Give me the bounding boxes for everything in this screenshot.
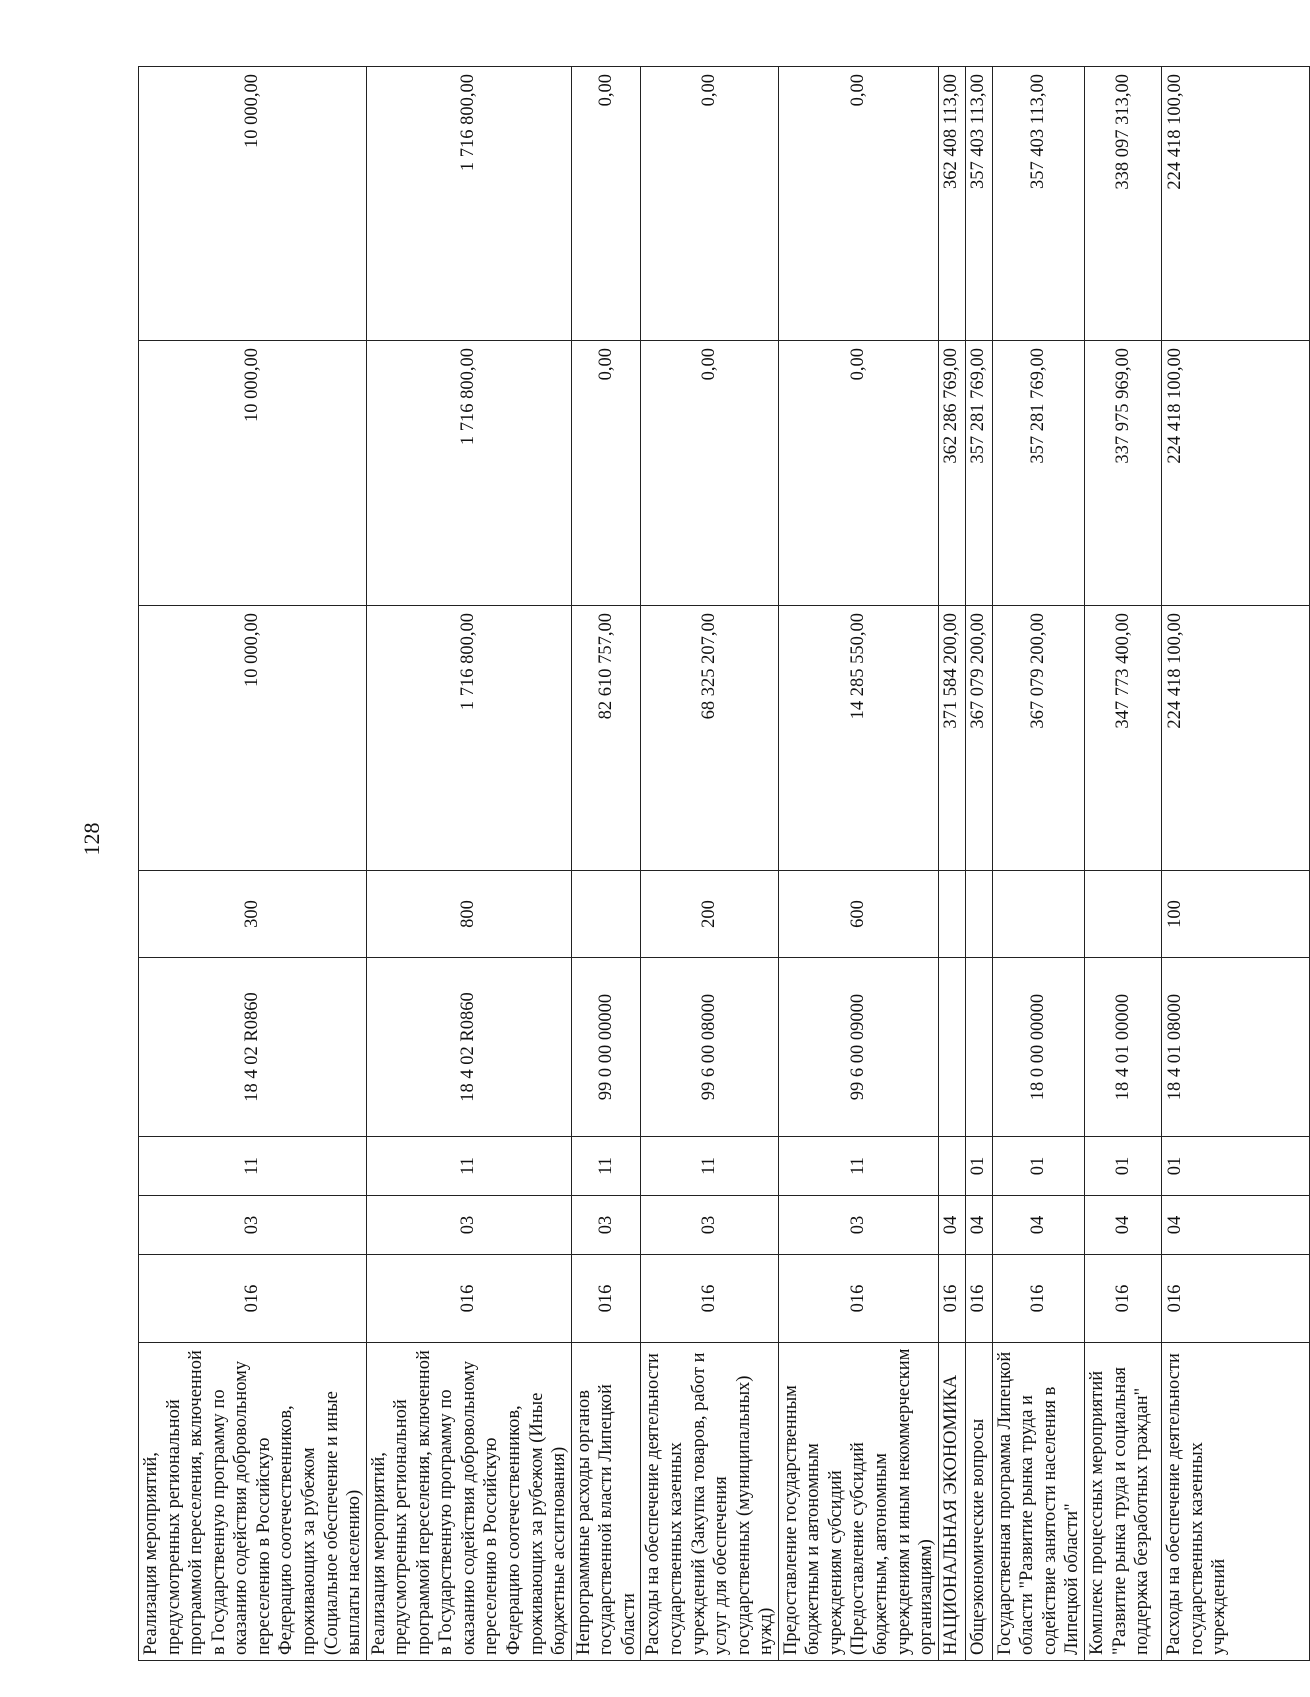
amount-year1-cell: 10 000,00	[139, 606, 367, 871]
table-row	[992, 67, 1084, 1661]
amount-year2-cell: 357 281 769,00	[992, 341, 1084, 606]
table-row	[366, 67, 571, 1661]
desc-cell: Непрограммные расходы органов государственной власти Липецкой области	[571, 1343, 641, 1661]
amount-year1-cell: 347 773 400,00	[1084, 606, 1161, 871]
subsection-cell: 11	[571, 1137, 641, 1196]
amount-year2-cell: 357 281 769,00	[965, 341, 992, 606]
amount-year1-cell: 82 610 757,00	[571, 606, 641, 871]
subsection-cell: 11	[139, 1137, 367, 1196]
table-row	[139, 67, 367, 1661]
target-article-cell: 99 6 00 09000	[778, 958, 938, 1137]
section-cell: 04	[1161, 1196, 1309, 1255]
target-article-cell	[938, 958, 965, 1137]
desc-cell: НАЦИОНАЛЬНАЯ ЭКОНОМИКА	[938, 1343, 965, 1661]
amount-year3-cell: 357 403 113,00	[965, 67, 992, 341]
subsection-cell: 01	[992, 1137, 1084, 1196]
amount-year3-cell: 0,00	[571, 67, 641, 341]
target-article-cell: 18 0 00 00000	[992, 958, 1084, 1137]
expense-type-cell	[938, 871, 965, 958]
section-cell: 04	[992, 1196, 1084, 1255]
section-cell: 03	[778, 1196, 938, 1255]
expense-type-cell: 100	[1161, 871, 1309, 958]
code-cell: 016	[641, 1255, 778, 1343]
expense-type-cell: 300	[139, 871, 367, 958]
amount-year3-cell: 224 418 100,00	[1161, 67, 1309, 341]
desc-cell: Расходы на обеспечение деятельности государственных казенных учреждений (Закупка товаров, работ и услуг для обеспечения государственных (муниципальных) нужд)	[641, 1343, 778, 1661]
subsection-cell	[938, 1137, 965, 1196]
expense-type-cell	[571, 871, 641, 958]
table-row	[1161, 67, 1309, 1661]
amount-year2-cell: 0,00	[778, 341, 938, 606]
amount-year2-cell: 0,00	[571, 341, 641, 606]
desc-cell: Реализация мероприятий, предусмотренных региональной программой переселения, включенной в Государственную программу по оказанию содействия добровольному переселению в Российскую Федерацию соотечественников, проживающих за рубежом (Социальное обеспечение и иные выплаты населению)	[139, 1343, 367, 1661]
section-cell: 03	[571, 1196, 641, 1255]
section-cell: 04	[938, 1196, 965, 1255]
amount-year1-cell: 68 325 207,00	[641, 606, 778, 871]
amount-year3-cell: 362 408 113,00	[938, 67, 965, 341]
amount-year2-cell: 1 716 800,00	[366, 341, 571, 606]
desc-cell: Общеэкономические вопросы	[965, 1343, 992, 1661]
target-article-cell	[965, 958, 992, 1137]
target-article-cell: 18 4 01 00000	[1084, 958, 1161, 1137]
amount-year3-cell: 10 000,00	[139, 67, 367, 341]
amount-year1-cell: 371 584 200,00	[938, 606, 965, 871]
section-cell: 03	[366, 1196, 571, 1255]
amount-year2-cell: 0,00	[641, 341, 778, 606]
amount-year2-cell: 224 418 100,00	[1161, 341, 1309, 606]
amount-year3-cell: 1 716 800,00	[366, 67, 571, 341]
section-cell: 04	[965, 1196, 992, 1255]
code-cell: 016	[992, 1255, 1084, 1343]
desc-cell: Предоставление государственным бюджетным и автономным учреждениям субсидий (Предоставление субсидий бюджетным, автономным учреждениям и иным некоммерческим организациям)	[778, 1343, 938, 1661]
desc-cell: Государственная программа Липецкой области "Развитие рынка труда и содействие занятости населения в Липецкой области"	[992, 1343, 1084, 1661]
amount-year1-cell: 367 079 200,00	[992, 606, 1084, 871]
page-number: 128	[79, 822, 104, 856]
subsection-cell: 01	[1084, 1137, 1161, 1196]
subsection-cell: 11	[366, 1137, 571, 1196]
code-cell: 016	[139, 1255, 367, 1343]
code-cell: 016	[938, 1255, 965, 1343]
section-cell: 03	[139, 1196, 367, 1255]
desc-cell: Комплекс процессных мероприятий "Развитие рынка труда и социальная поддержка безработных граждан"	[1084, 1343, 1161, 1661]
table-row	[1084, 67, 1161, 1661]
amount-year2-cell: 10 000,00	[139, 341, 367, 606]
amount-year3-cell: 357 403 113,00	[992, 67, 1084, 341]
expense-type-cell	[1084, 871, 1161, 958]
subsection-cell: 11	[778, 1137, 938, 1196]
amount-year1-cell: 1 716 800,00	[366, 606, 571, 871]
desc-cell: Реализация мероприятий, предусмотренных региональной программой переселения, включенной в Государственную программу по оказанию содействия добровольному переселению в Российскую Федерацию соотечественников, проживающих за рубежом (Иные бюджетные ассигнования)	[366, 1343, 571, 1661]
table-rotation-wrapper	[138, 67, 1230, 1661]
amount-year1-cell: 224 418 100,00	[1161, 606, 1309, 871]
expense-type-cell: 600	[778, 871, 938, 958]
target-article-cell: 99 0 00 00000	[571, 958, 641, 1137]
amount-year2-cell: 362 286 769,00	[938, 341, 965, 606]
code-cell: 016	[1084, 1255, 1161, 1343]
code-cell: 016	[1161, 1255, 1309, 1343]
amount-year3-cell: 0,00	[641, 67, 778, 341]
section-cell: 03	[641, 1196, 778, 1255]
code-cell: 016	[965, 1255, 992, 1343]
amount-year3-cell: 338 097 313,00	[1084, 67, 1161, 341]
section-cell: 04	[1084, 1196, 1161, 1255]
subsection-cell: 01	[965, 1137, 992, 1196]
amount-year1-cell: 14 285 550,00	[778, 606, 938, 871]
code-cell: 016	[778, 1255, 938, 1343]
subsection-cell: 11	[641, 1137, 778, 1196]
target-article-cell: 99 6 00 08000	[641, 958, 778, 1137]
target-article-cell: 18 4 02 R0860	[139, 958, 367, 1137]
desc-cell: Расходы на обеспечение деятельности государственных казенных учреждений	[1161, 1343, 1309, 1661]
expense-type-cell: 800	[366, 871, 571, 958]
expense-type-cell	[965, 871, 992, 958]
budget-table	[138, 66, 1310, 1661]
code-cell: 016	[571, 1255, 641, 1343]
amount-year2-cell: 337 975 969,00	[1084, 341, 1161, 606]
table-row	[778, 67, 938, 1661]
table-row	[571, 67, 641, 1661]
expense-type-cell: 200	[641, 871, 778, 958]
amount-year1-cell: 367 079 200,00	[965, 606, 992, 871]
rotated-table-container	[138, 67, 1230, 1661]
target-article-cell: 18 4 02 R0860	[366, 958, 571, 1137]
table-row	[938, 67, 965, 1661]
target-article-cell: 18 4 01 08000	[1161, 958, 1309, 1137]
table-row	[641, 67, 778, 1661]
expense-type-cell	[992, 871, 1084, 958]
subsection-cell: 01	[1161, 1137, 1309, 1196]
code-cell: 016	[366, 1255, 571, 1343]
amount-year3-cell: 0,00	[778, 67, 938, 341]
table-row	[965, 67, 992, 1661]
